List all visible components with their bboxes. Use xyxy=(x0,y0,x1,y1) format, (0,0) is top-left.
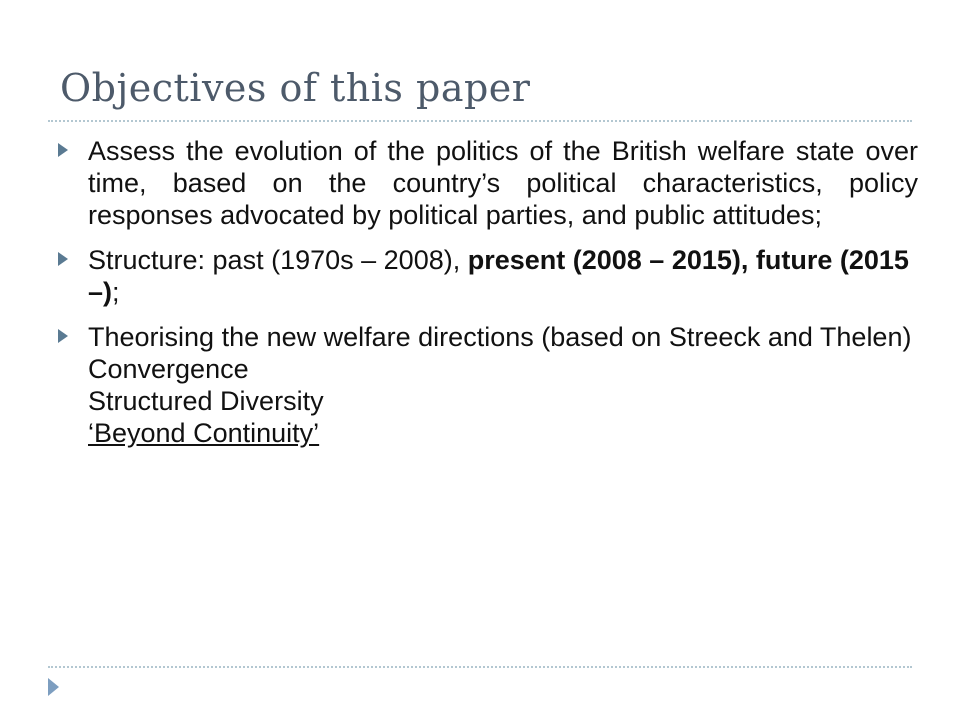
bullet-text xyxy=(88,244,918,308)
footer-arrow-icon xyxy=(48,678,59,696)
bullet-arrow-icon xyxy=(58,143,68,157)
sub-item-convergence: Convergence xyxy=(88,354,249,384)
theorising-text: Theorising the new welfare directions (based on Streeck and Thelen) xyxy=(88,322,912,352)
structure-periods: present (2008 – 2015), future (2015 –) xyxy=(88,245,909,307)
bullet-item-theorising xyxy=(58,321,918,449)
sub-item-beyond-continuity: ‘Beyond Continuity’ xyxy=(88,418,320,448)
bullet-text: Assess the evolution of the politics of the British welfare state over time, based on the country’s political characteristics, policy responses advocated by political parties, and public attitudes; xyxy=(88,136,918,230)
sub-item-structured-diversity: Structured Diversity xyxy=(88,386,324,416)
bullet-arrow-icon xyxy=(58,252,68,266)
slide-title: Objectives of this paper xyxy=(60,66,531,110)
title-divider xyxy=(48,120,912,122)
structure-prefix: Structure: past (1970s – 2008), xyxy=(88,245,468,275)
bullet-item-assess xyxy=(58,135,918,231)
bullet-text xyxy=(88,321,918,449)
bullet-list xyxy=(58,135,918,462)
bullet-item-structure xyxy=(58,244,918,308)
footer-divider xyxy=(48,666,912,668)
structure-suffix: ; xyxy=(112,277,120,307)
bullet-arrow-icon xyxy=(58,329,68,343)
